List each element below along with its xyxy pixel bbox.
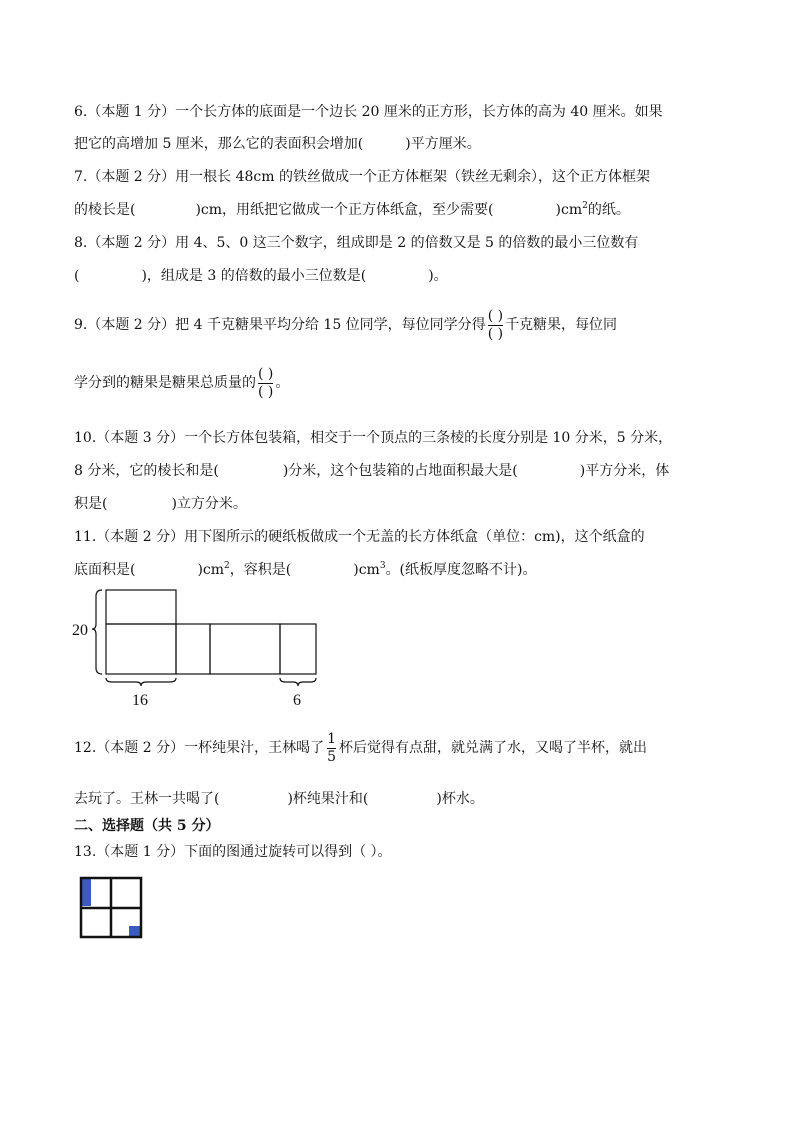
q8-line2	[74, 266, 448, 286]
dim-height-label: 20	[72, 622, 88, 639]
cardboard-net-figure	[60, 582, 330, 714]
q10-text-c: )平方分米，体	[579, 463, 670, 479]
q6-text-a: 把它的高增加 5 厘米，那么它的表面积会增加(	[74, 136, 364, 152]
q12-line1	[74, 729, 647, 767]
net-front-face	[106, 624, 176, 674]
q11-text-b: )cm	[197, 562, 225, 578]
q6-text-b: )平方厘米。	[405, 136, 481, 152]
q10-line1: 10.（本题 3 分）一个长方体包装箱，相交于一个顶点的三条棱的长度分别是 10 分米，5 分米，	[74, 430, 673, 446]
q9-fraction-1-denominator: ( )	[487, 325, 504, 342]
q7-line1: 7.（本题 2 分）用一根长 48cm 的铁丝做成一个正方体框架（铁丝无剩余），这个正方体框架	[74, 169, 650, 185]
q12-text-b: 杯后觉得有点甜，就兑满了水，又喝了半杯，就出	[339, 740, 647, 756]
q10-text-e: )立方分米。	[171, 496, 247, 512]
q11-superscript-2: 3	[379, 561, 386, 571]
q7-line2	[74, 200, 630, 220]
q12-text-a: 12.（本题 2 分）一杯纯果汁，王林喝了	[74, 740, 325, 756]
q8-line1: 8.（本题 2 分）用 4、5、0 这三个数字，组成即是 2 的倍数又是 5 的倍数的最小三位数有	[74, 235, 639, 251]
q12-text-c: 去玩了。王林一共喝了(	[74, 791, 220, 807]
q12-fraction-denominator: 5	[327, 748, 336, 765]
q6-line2	[74, 134, 481, 154]
net-side-face-right	[280, 624, 316, 674]
q10-text-a: 8 分米，它的棱长和是(	[74, 463, 219, 479]
q8-text-c: )。	[428, 268, 448, 284]
q10-text-d: 积是(	[74, 496, 108, 512]
q7-superscript: 2	[582, 201, 588, 211]
q9-fraction-2-denominator: ( )	[258, 383, 274, 400]
q8-text-b: )，组成是 3 的倍数的最小三位数是(	[141, 268, 367, 284]
q10-line2	[74, 461, 669, 481]
figure-blue-bar	[82, 878, 91, 906]
q7-text-c: )cm	[555, 202, 583, 218]
q12-text-e: )杯水。	[436, 791, 484, 807]
q11-text-d: )cm	[353, 562, 380, 578]
q11-text-a: 底面积是(	[74, 562, 136, 578]
q9-text-d: 。	[275, 375, 290, 391]
net-side-face-left	[176, 624, 210, 674]
q12-text-d: )杯纯果汁和(	[287, 791, 369, 807]
q9-fraction-1[interactable]	[488, 308, 503, 343]
q12-fraction-numerator: 1	[327, 730, 336, 747]
q7-text-d: 的纸。	[587, 202, 630, 218]
height-brace	[92, 590, 102, 674]
q11-text-e: 。(纸板厚度忽略不计)。	[385, 562, 537, 578]
q12-line2	[74, 789, 484, 809]
q13-line1: 13.（本题 1 分）下面的图通过旋转可以得到（ ）。	[74, 844, 392, 860]
q9-line1	[74, 306, 617, 344]
q9-line2	[74, 364, 289, 402]
q7-text-a: 的棱长是(	[74, 202, 136, 218]
q10-line3	[74, 494, 247, 514]
q7-text-b: )cm，用纸把它做成一个正方体纸盒，至少需要(	[195, 202, 494, 218]
q11-line2	[74, 560, 537, 580]
q9-fraction-2[interactable]	[258, 366, 273, 401]
q9-text-c: 学分到的糖果是糖果总质量的	[74, 375, 256, 391]
dim-width-right-label: 6	[293, 692, 301, 709]
q6-line1: 6.（本题 1 分）一个长方体的底面是一个边长 20 厘米的正方形，长方体的高为 40 厘米。如果	[74, 104, 663, 120]
q8-text-a: (	[74, 268, 80, 284]
width-brace-left	[106, 678, 176, 686]
q10-text-b: )分米，这个包装箱的占地面积最大是(	[282, 463, 518, 479]
q9-text-b: 千克糖果，每位同	[505, 317, 618, 333]
q9-fraction-2-numerator: ( )	[258, 365, 274, 382]
q12-fraction	[327, 731, 336, 766]
q11-superscript-1: 2	[224, 561, 230, 571]
q11-text-c: ，容积是(	[229, 562, 292, 578]
rotation-figure	[79, 876, 145, 940]
dim-width-left-label: 16	[132, 692, 148, 709]
q11-line1: 11.（本题 2 分）用下图所示的硬纸板做成一个无盖的长方体纸盒（单位：cm)，这个纸盒的	[74, 529, 645, 545]
net-back-face	[210, 624, 280, 674]
q9-text-a: 9.（本题 2 分）把 4 千克糖果平均分给 15 位同学，每位同学分得	[74, 317, 486, 333]
net-top-face	[106, 590, 176, 624]
section-heading: 二、选择题（共 5 分）	[74, 818, 220, 834]
q9-fraction-1-numerator: ( )	[487, 307, 504, 324]
figure-blue-square	[129, 926, 141, 937]
width-brace-right	[280, 678, 316, 686]
